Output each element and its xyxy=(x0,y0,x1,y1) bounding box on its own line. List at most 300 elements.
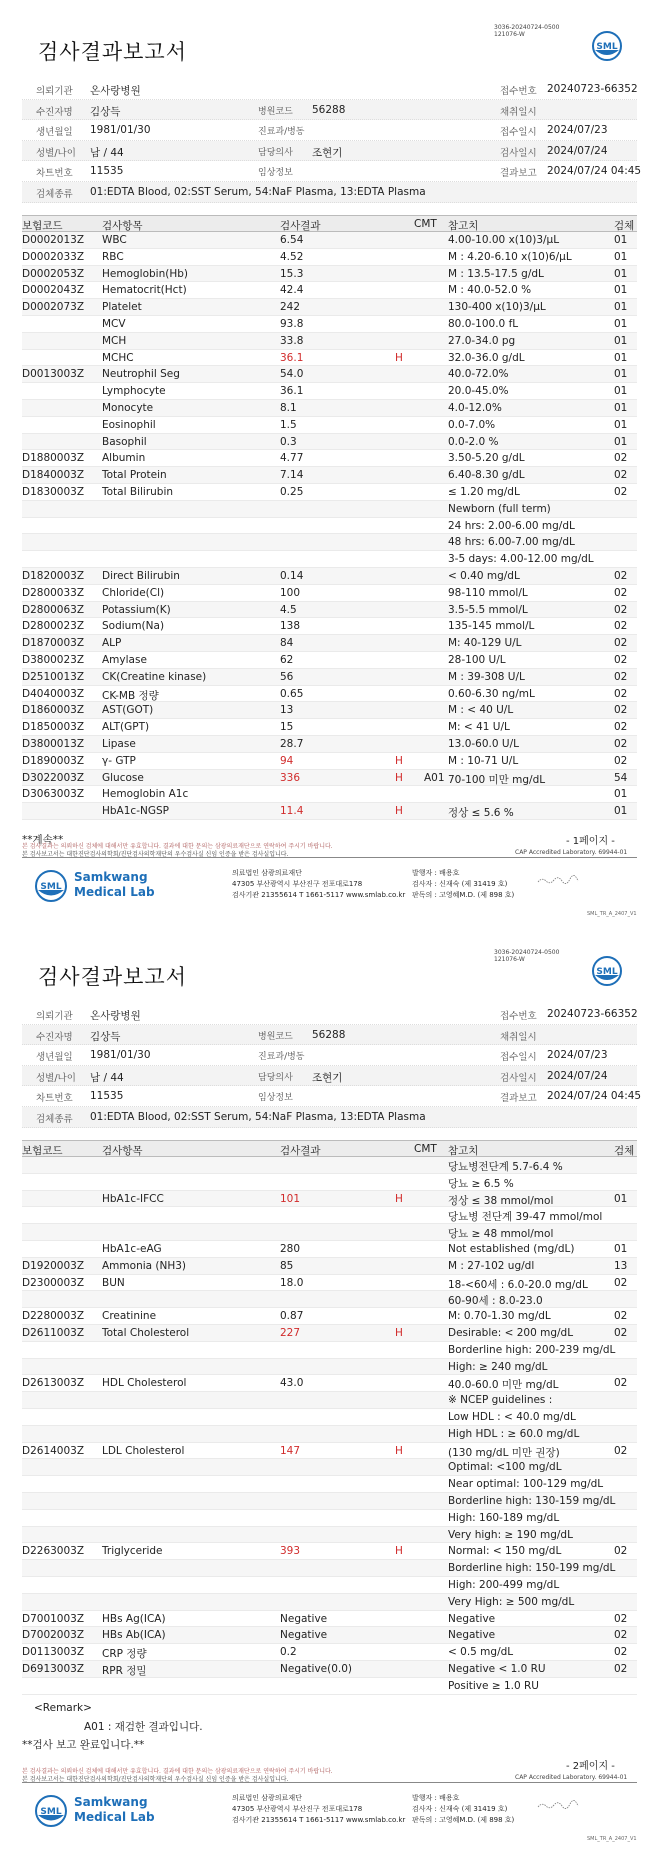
header-row xyxy=(22,1045,637,1066)
row-reference: High: ≥ 240 mg/dL xyxy=(448,1360,548,1373)
staff-info xyxy=(412,1793,514,1826)
row-reference: 130-400 x(10)3/μL xyxy=(448,301,546,314)
row-result: 0.2 xyxy=(280,1646,297,1659)
row-reference: Very High: ≥ 500 mg/dL xyxy=(448,1595,575,1608)
page-number: - 1페이지 - xyxy=(566,836,615,847)
row-reference: M : < 40 U/L xyxy=(448,704,514,717)
row-code: D1920003Z xyxy=(22,1259,85,1272)
table-row xyxy=(22,417,637,434)
row-test-name: RBC xyxy=(102,250,124,263)
row-test-name: Amylase xyxy=(102,653,147,666)
row-test-name: HBs Ag(ICA) xyxy=(102,1612,166,1625)
row-flag: H xyxy=(395,1545,403,1558)
document-id-line: 121076-W xyxy=(494,956,525,963)
row-code: D1880003Z xyxy=(22,452,85,465)
row-reference: Negative xyxy=(448,1612,496,1625)
row-code: D2614003Z xyxy=(22,1444,85,1457)
row-result: 0.3 xyxy=(280,435,297,448)
row-test-name: Total Bilirubin xyxy=(102,485,174,498)
report-date-value: 2024/07/24 04:45 xyxy=(547,1090,642,1103)
row-result: 15 xyxy=(280,721,294,734)
row-code: D0002013Z xyxy=(22,234,85,246)
table-row xyxy=(22,1543,637,1560)
row-result: 0.14 xyxy=(280,569,304,582)
row-flag: H xyxy=(395,1326,403,1339)
header-row xyxy=(22,100,637,121)
row-specimen: 02 xyxy=(614,603,628,616)
table-row xyxy=(22,501,637,518)
row-test-name: Lymphocyte xyxy=(102,385,166,398)
table-row xyxy=(22,1308,637,1325)
sml-logo-icon xyxy=(591,30,623,62)
row-code: D0113003Z xyxy=(22,1646,85,1659)
signature-icon xyxy=(536,1800,580,1810)
org-info-line: 47305 부산광역시 부산진구 전포대로178 xyxy=(232,880,363,888)
row-code: D7002003Z xyxy=(22,1629,85,1642)
row-reference: 135-145 mmol/L xyxy=(448,620,535,633)
table-row xyxy=(22,1611,637,1628)
row-reference: 4.0-12.0% xyxy=(448,401,502,414)
row-result: 138 xyxy=(280,620,301,633)
specimen-value: 01:EDTA Blood, 02:SST Serum, 54:NaF Plasma, 13:EDTA Plasma xyxy=(90,185,426,198)
row-reference: Near optimal: 100-129 mg/dL xyxy=(448,1478,604,1491)
row-test-name: HbA1c-NGSP xyxy=(102,805,169,818)
row-code: D1860003Z xyxy=(22,704,85,717)
row-reference: ※ NCEP guidelines : xyxy=(448,1394,553,1407)
row-flag: H xyxy=(395,1192,403,1205)
row-result: 36.1 xyxy=(280,385,304,398)
dept-label: 진료과/병동 xyxy=(258,1052,305,1063)
row-reference: High: 160-189 mg/dL xyxy=(448,1511,560,1524)
row-specimen: 02 xyxy=(614,452,628,465)
table-header xyxy=(22,215,637,232)
row-result: 56 xyxy=(280,670,294,683)
table-row xyxy=(22,669,637,686)
row-specimen: 02 xyxy=(614,1662,628,1675)
row-flag: H xyxy=(395,754,403,767)
table-row xyxy=(22,786,637,803)
row-reference: 40.0-60.0 미만 mg/dL xyxy=(448,1379,559,1392)
sml-logo-text: SML xyxy=(40,882,62,892)
form-code: SML_TR_A_2407_V1 xyxy=(587,911,637,917)
row-reference: 0.0-2.0 % xyxy=(448,435,499,448)
org-info-line: 47305 부산광역시 부산진구 전포대로178 xyxy=(232,1805,363,1813)
row-result: 242 xyxy=(280,301,301,314)
row-result: 100 xyxy=(280,586,301,599)
row-result: Negative(0.0) xyxy=(280,1662,353,1675)
org-name-line: Samkwang xyxy=(74,1795,148,1809)
row-test-name: ALT(GPT) xyxy=(102,721,150,734)
row-test-name: MCHC xyxy=(102,351,134,364)
footer-accreditation: 본 검사보고서는 대한진단검사의학회/진단검사의학재단의 우수검사실 신임 인증을 받은 검사실입니다. xyxy=(22,1776,289,1783)
patient-header xyxy=(22,1004,642,1128)
form-code: SML_TR_A_2407_V1 xyxy=(587,1836,637,1842)
table-row xyxy=(22,383,637,400)
row-result: Negative xyxy=(280,1629,328,1642)
row-reference: 24 hrs: 2.00-6.00 mg/dL xyxy=(448,519,575,532)
table-row xyxy=(22,1275,637,1292)
row-reference: M: 40-129 U/L xyxy=(448,637,522,650)
sml-logo-icon xyxy=(34,1794,68,1828)
table-row xyxy=(22,618,637,635)
sex-age-label: 성별/나이 xyxy=(36,147,76,159)
row-code: D1890003Z xyxy=(22,754,85,767)
table-body xyxy=(22,1157,637,1695)
row-test-name: Hemoglobin A1c xyxy=(102,788,189,801)
row-reference: Borderline high: 130-159 mg/dL xyxy=(448,1494,616,1507)
patient-label: 수진자명 xyxy=(36,106,73,118)
institution-label: 의뢰기관 xyxy=(36,86,73,97)
table-row xyxy=(22,484,637,501)
row-test-name: Total Protein xyxy=(102,469,167,482)
row-specimen: 02 xyxy=(614,653,628,666)
remark-text: A01 : 재검한 결과입니다. xyxy=(84,1721,203,1733)
header-row xyxy=(22,161,642,182)
receipt-no-value: 20240723-66352 xyxy=(547,1008,638,1020)
row-specimen: 01 xyxy=(614,385,628,398)
report-complete-text: **검사 보고 완료입니다.** xyxy=(22,1739,145,1751)
row-reference: 6.40-8.30 g/dL xyxy=(448,469,525,482)
sml-logo-text: SML xyxy=(596,42,618,52)
row-code: D6913003Z xyxy=(22,1662,85,1675)
receipt-no-value: 20240723-66352 xyxy=(547,83,638,95)
table-row xyxy=(22,1241,637,1258)
row-result: 94 xyxy=(280,754,294,767)
footer-notice: 본 검사결과는 의뢰하신 검체에 대해서만 유효합니다. 결과에 대한 문의는 삼광의료재단으로 연락하여 주시기 바랍니다. xyxy=(22,1768,333,1775)
row-test-name: RPR 정밀 xyxy=(102,1664,147,1677)
row-result: 28.7 xyxy=(280,737,304,750)
row-test-name: Total Cholesterol xyxy=(102,1326,190,1339)
row-specimen: 02 xyxy=(614,704,628,717)
row-specimen: 02 xyxy=(614,469,628,482)
row-code: D2613003Z xyxy=(22,1377,85,1390)
row-reference: Not established (mg/dL) xyxy=(448,1242,575,1255)
org-info xyxy=(232,1793,405,1826)
report-date-value: 2024/07/24 04:45 xyxy=(547,165,642,178)
remark-label: <Remark> xyxy=(34,1702,92,1714)
results-table xyxy=(22,215,637,820)
table-row xyxy=(22,450,637,467)
row-result: 0.25 xyxy=(280,485,304,498)
table-row xyxy=(22,299,637,316)
sex-age-value: 남 / 44 xyxy=(90,146,124,159)
table-row xyxy=(22,1426,637,1443)
header-row xyxy=(22,141,637,162)
row-test-name: Glucose xyxy=(102,771,144,784)
row-specimen: 01 xyxy=(614,250,628,263)
row-test-name: Platelet xyxy=(102,301,142,314)
row-test-name: Lipase xyxy=(102,737,136,750)
table-row xyxy=(22,1375,637,1392)
header-row xyxy=(22,182,637,203)
row-test-name: Hematocrit(Hct) xyxy=(102,284,187,297)
table-row xyxy=(22,1510,637,1527)
row-reference: 3.50-5.20 g/dL xyxy=(448,452,525,465)
page-number: - 2페이지 - xyxy=(566,1761,615,1772)
footer-logo xyxy=(34,1792,234,1832)
hospital-code-label: 병원코드 xyxy=(258,1031,293,1042)
row-reference: 32.0-36.0 g/dL xyxy=(448,351,525,364)
row-test-name: Albumin xyxy=(102,452,146,465)
row-result: 4.52 xyxy=(280,250,304,263)
table-row xyxy=(22,1644,637,1661)
row-flag: H xyxy=(395,1444,403,1457)
row-reference: 40.0-72.0% xyxy=(448,368,509,381)
footer-divider xyxy=(22,1782,637,1783)
org-info-line: 검사기관 21355614 T 1661-5117 www.smlab.co.kr xyxy=(232,1816,406,1824)
birth-label: 생년월일 xyxy=(36,1052,73,1064)
clinical-label: 임상정보 xyxy=(258,1093,293,1104)
table-row xyxy=(22,1627,637,1644)
row-result: 54.0 xyxy=(280,368,304,381)
report-page-2 xyxy=(0,925,655,1850)
row-code: D1870003Z xyxy=(22,637,85,650)
row-test-name: HbA1c-eAG xyxy=(102,1242,162,1255)
table-body xyxy=(22,232,637,820)
header-row xyxy=(22,120,637,141)
row-reference: Normal: < 150 mg/dL xyxy=(448,1545,562,1558)
row-reference: M : 40.0-52.0 % xyxy=(448,284,532,297)
row-result: 0.87 xyxy=(280,1310,304,1323)
row-specimen: 01 xyxy=(614,805,628,818)
table-row xyxy=(22,551,637,568)
row-test-name: Ammonia (NH3) xyxy=(102,1259,187,1272)
test-date-label: 검사일시 xyxy=(500,147,537,159)
row-reference: Low HDL : < 40.0 mg/dL xyxy=(448,1410,576,1423)
row-code: D2800063Z xyxy=(22,603,85,616)
row-result: 7.14 xyxy=(280,469,304,482)
row-code: D2510013Z xyxy=(22,670,85,683)
row-specimen: 02 xyxy=(614,586,628,599)
receipt-date-value: 2024/07/23 xyxy=(547,1049,608,1062)
row-code: D3063003Z xyxy=(22,788,85,801)
row-reference: M: 0.70-1.30 mg/dL xyxy=(448,1310,551,1323)
document-id-line: 3036-20240724-0500 xyxy=(494,949,560,956)
report-date-label: 결과보고 xyxy=(500,1093,537,1105)
table-header xyxy=(22,1140,637,1157)
row-result: 336 xyxy=(280,771,301,784)
row-test-name: Chloride(Cl) xyxy=(102,586,165,599)
table-row xyxy=(22,316,637,333)
row-specimen: 01 xyxy=(614,234,628,246)
row-code: D3800013Z xyxy=(22,737,85,750)
col-spec: 검체 xyxy=(614,220,635,232)
chart-value: 11535 xyxy=(90,165,124,178)
patient-value: 김상득 xyxy=(90,1030,121,1043)
row-result: 4.77 xyxy=(280,452,304,465)
row-reference: 27.0-34.0 pg xyxy=(448,334,516,347)
row-reference: 정상 ≤ 38 mmol/mol xyxy=(448,1194,554,1207)
row-test-name: Monocyte xyxy=(102,401,154,414)
row-code: D2300003Z xyxy=(22,1276,85,1289)
row-reference: 60-90세 : 8.0-23.0 xyxy=(448,1295,543,1308)
row-reference: ≤ 1.20 mg/dL xyxy=(448,485,520,498)
col-result: 검사결과 xyxy=(280,1145,321,1157)
table-row xyxy=(22,366,637,383)
table-row xyxy=(22,803,637,820)
continued-label: **계속** xyxy=(22,834,64,846)
row-specimen: 01 xyxy=(614,334,628,347)
hospital-code-label: 병원코드 xyxy=(258,106,293,117)
table-row xyxy=(22,736,637,753)
test-date-value: 2024/07/24 xyxy=(547,144,608,157)
table-row xyxy=(22,467,637,484)
row-specimen: 02 xyxy=(614,1276,628,1289)
footer-notice: 본 검사결과는 의뢰하신 검체에 대해서만 유효합니다. 결과에 대한 문의는 삼광의료재단으로 연락하여 주시기 바랍니다. xyxy=(22,843,333,850)
row-specimen: 54 xyxy=(614,771,628,784)
report-title: 검사결과보고서 xyxy=(38,965,188,989)
row-code: D2263003Z xyxy=(22,1545,85,1558)
row-test-name: CRP 정량 xyxy=(102,1648,147,1661)
row-test-name: AST(GOT) xyxy=(102,704,154,717)
row-result: 42.4 xyxy=(280,284,304,297)
row-specimen: 02 xyxy=(614,1310,628,1323)
table-row xyxy=(22,534,637,551)
test-date-value: 2024/07/24 xyxy=(547,1069,608,1082)
sml-logo-icon xyxy=(34,869,68,903)
col-result: 검사결과 xyxy=(280,220,321,232)
row-test-name: BUN xyxy=(102,1276,125,1289)
row-code: D4040003Z xyxy=(22,687,85,700)
institution-value: 온사랑병원 xyxy=(90,85,141,97)
row-specimen: 02 xyxy=(614,754,628,767)
row-result: 6.54 xyxy=(280,234,304,246)
document-id-line: 3036-20240724-0500 xyxy=(494,24,560,31)
org-name-line: Medical Lab xyxy=(74,885,155,899)
institution-value: 온사랑병원 xyxy=(90,1010,141,1022)
table-row xyxy=(22,1174,637,1191)
row-reference: < 0.40 mg/dL xyxy=(448,569,520,582)
col-ref: 참고치 xyxy=(448,220,479,232)
sml-logo-text: SML xyxy=(596,967,618,977)
row-test-name: Basophil xyxy=(102,435,147,448)
sml-logo-icon xyxy=(591,955,623,987)
chart-label: 차트번호 xyxy=(36,1093,73,1105)
table-row xyxy=(22,568,637,585)
table-row xyxy=(22,434,637,451)
patient-header xyxy=(22,79,642,203)
table-row xyxy=(22,702,637,719)
hospital-code-value: 56288 xyxy=(312,1028,346,1041)
signature-icon xyxy=(536,875,580,885)
footer-logo xyxy=(34,867,234,907)
row-specimen: 01 xyxy=(614,284,628,297)
table-row xyxy=(22,1527,637,1544)
row-specimen: 01 xyxy=(614,317,628,330)
institution-label: 의뢰기관 xyxy=(36,1011,73,1022)
birth-label: 생년월일 xyxy=(36,127,73,139)
row-reference: 정상 ≤ 5.6 % xyxy=(448,807,514,820)
specimen-value: 01:EDTA Blood, 02:SST Serum, 54:NaF Plasma, 13:EDTA Plasma xyxy=(90,1110,426,1123)
row-test-name: ALP xyxy=(102,637,122,650)
row-reference: < 0.5 mg/dL xyxy=(448,1646,514,1659)
row-specimen: 02 xyxy=(614,1377,628,1390)
table-row xyxy=(22,1459,637,1476)
staff-line: 판독의 : 고영혜M.D. (제 898 호) xyxy=(412,1816,515,1824)
row-test-name: LDL Cholesterol xyxy=(102,1444,185,1457)
row-specimen: 02 xyxy=(614,1646,628,1659)
row-test-name: Eosinophil xyxy=(102,418,156,431)
table-row xyxy=(22,400,637,417)
org-name-line: Medical Lab xyxy=(74,1810,155,1824)
row-flag: H xyxy=(395,351,403,364)
table-row xyxy=(22,1325,637,1342)
row-code: D0002073Z xyxy=(22,301,85,314)
header-row xyxy=(22,1066,637,1087)
row-specimen: 02 xyxy=(614,485,628,498)
table-row xyxy=(22,1258,637,1275)
table-row xyxy=(22,1392,637,1409)
doctor-label: 담당의사 xyxy=(258,1072,293,1083)
chart-label: 차트번호 xyxy=(36,168,73,180)
receipt-no-label: 접수번호 xyxy=(500,86,537,97)
row-code: D2800023Z xyxy=(22,620,85,633)
doctor-value: 조현기 xyxy=(312,1071,343,1084)
row-code: D2611003Z xyxy=(22,1326,85,1339)
org-name-line: Samkwang xyxy=(74,870,148,884)
row-reference: M: < 41 U/L xyxy=(448,721,510,734)
row-result: 93.8 xyxy=(280,317,304,330)
row-reference: Negative < 1.0 RU xyxy=(448,1662,546,1675)
staff-line: 발행자 : 배용호 xyxy=(412,869,460,877)
org-info-line: 의료법인 삼광의료재단 xyxy=(232,869,302,877)
birth-value: 1981/01/30 xyxy=(90,124,151,137)
row-code: D0002033Z xyxy=(22,250,85,263)
row-reference: 13.0-60.0 U/L xyxy=(448,737,519,750)
row-code: D7001003Z xyxy=(22,1612,85,1625)
org-name xyxy=(74,870,155,900)
row-reference: M : 39-308 U/L xyxy=(448,670,525,683)
row-result: 18.0 xyxy=(280,1276,304,1289)
row-test-name: Potassium(K) xyxy=(102,603,171,616)
row-specimen: 01 xyxy=(614,267,628,280)
row-test-name: MCV xyxy=(102,317,126,330)
row-reference: 0.0-7.0% xyxy=(448,418,496,431)
table-row xyxy=(22,1476,637,1493)
row-reference: 98-110 mmol/L xyxy=(448,586,528,599)
row-reference: 당뇨병전단계 5.7-6.4 % xyxy=(448,1161,563,1173)
staff-info xyxy=(412,868,514,901)
row-specimen: 02 xyxy=(614,721,628,734)
row-reference: Borderline high: 200-239 mg/dL xyxy=(448,1343,616,1356)
org-name xyxy=(74,1795,155,1825)
row-reference: Desirable: < 200 mg/dL xyxy=(448,1326,574,1339)
header-row xyxy=(22,1025,637,1046)
row-reference: 당뇨 ≥ 6.5 % xyxy=(448,1177,514,1190)
specimen-label: 검체종류 xyxy=(36,1113,73,1125)
row-test-name: γ- GTP xyxy=(102,754,136,767)
row-reference: High: 200-499 mg/dL xyxy=(448,1578,560,1591)
cap-accreditation: CAP Accredited Laboratory. 69944-01 xyxy=(515,849,628,856)
staff-line: 검사자 : 신재숙 (제 31419 호) xyxy=(412,880,508,888)
patient-value: 김상득 xyxy=(90,105,121,118)
table-row xyxy=(22,1359,637,1376)
row-code: D1830003Z xyxy=(22,485,85,498)
row-specimen: 02 xyxy=(614,569,628,582)
col-ref: 참고치 xyxy=(448,1145,479,1157)
staff-line: 발행자 : 배용호 xyxy=(412,1794,460,1802)
row-reference: 20.0-45.0% xyxy=(448,385,509,398)
row-reference: M : 13.5-17.5 g/dL xyxy=(448,267,544,280)
row-test-name: Triglyceride xyxy=(102,1545,163,1558)
row-result: 13 xyxy=(280,704,294,717)
header-row xyxy=(22,1004,637,1025)
col-spec: 검체 xyxy=(614,1145,635,1157)
row-specimen: 02 xyxy=(614,1444,628,1457)
row-code: D1840003Z xyxy=(22,469,85,482)
report-title: 검사결과보고서 xyxy=(38,40,188,64)
footer-accreditation: 본 검사보고서는 대한진단검사의학회/진단검사의학재단의 우수검사실 신임 인증을 받은 검사실입니다. xyxy=(22,851,289,858)
